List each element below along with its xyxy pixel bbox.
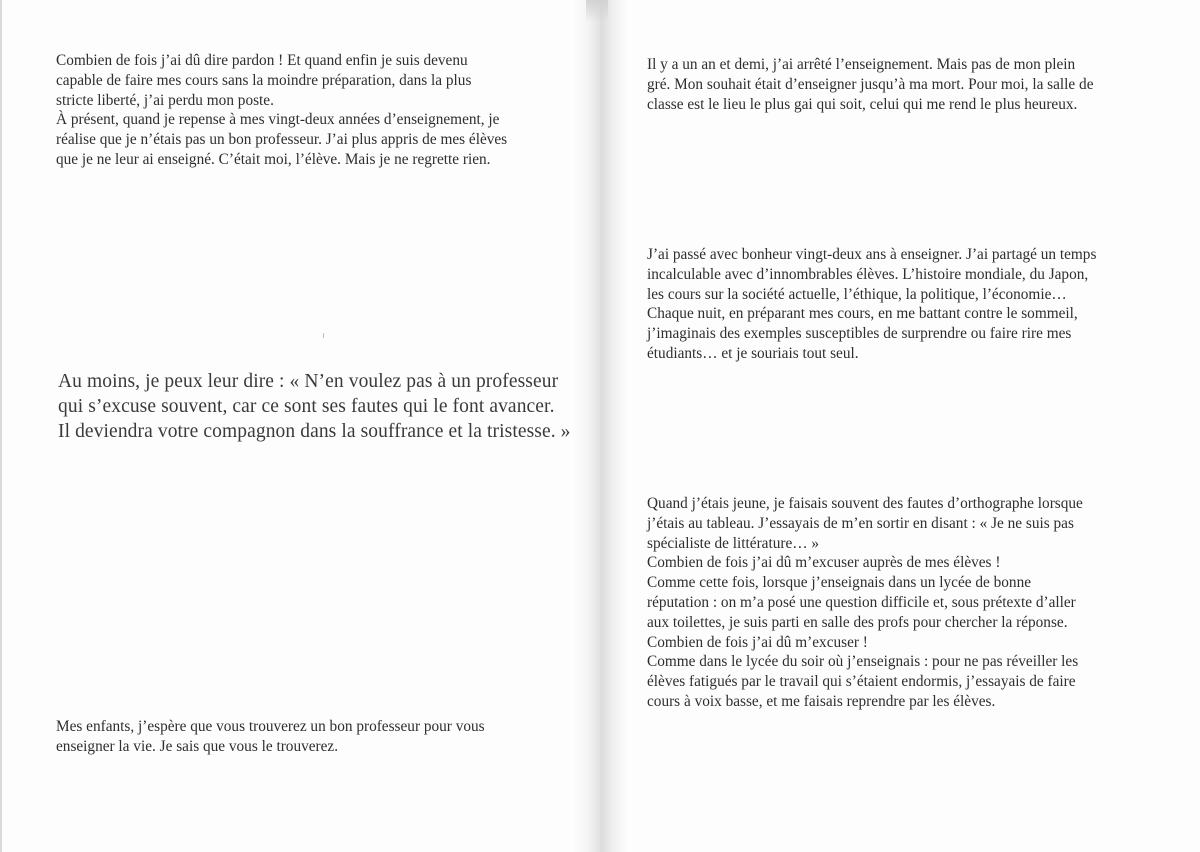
pull-quote bbox=[58, 369, 571, 444]
text-line: les cours sur la société actuelle, l’éthique, la politique, l’économie… bbox=[647, 285, 1067, 303]
right-page bbox=[608, 0, 1200, 852]
text-line: stricte liberté, j’ai perdu mon poste. bbox=[56, 91, 274, 109]
text-line: élèves fatigués par le travail qui s’étaient endormis, j’essayais de faire bbox=[647, 673, 1076, 691]
text-line: Combien de fois j’ai dû m’excuser auprès de mes élèves ! bbox=[647, 554, 1001, 572]
text-line: Quand j’étais jeune, je faisais souvent des fautes d’orthographe lorsque bbox=[647, 495, 1083, 512]
text-line: Mes enfants, j’espère que vous trouverez un bon professeur pour vous bbox=[56, 718, 485, 735]
text-line: Il y a un an et demi, j’ai arrêté l’enseignement. Mais pas de mon plein bbox=[647, 56, 1076, 73]
text-line: Combien de fois j’ai dû m’excuser ! bbox=[647, 633, 868, 651]
left-paragraph-1 bbox=[56, 51, 507, 170]
page-edge bbox=[0, 0, 2, 852]
text-line: étudiants… et je souriais tout seul. bbox=[647, 344, 859, 362]
quote-line: qui s’excuse souvent, car ce sont ses fautes qui le font avancer. bbox=[58, 396, 555, 417]
text-line: j’imaginais des exemples susceptibles de surprendre ou faire rire mes bbox=[647, 325, 1072, 343]
paper-speck bbox=[323, 333, 324, 338]
text-line: gré. Mon souhait était d’enseigner jusqu’à ma mort. Pour moi, la salle de bbox=[647, 75, 1094, 93]
text-line: Combien de fois j’ai dû dire pardon ! Et quand enfin je suis devenu bbox=[56, 52, 468, 69]
text-line: J’ai passé avec bonheur vingt-deux ans à enseigner. J’ai partagé un temps bbox=[647, 246, 1097, 263]
text-line: À présent, quand je repense à mes vingt-deux années d’enseignement, je bbox=[56, 111, 500, 129]
text-line: cours à voix basse, et me faisais reprendre par les élèves. bbox=[647, 692, 996, 710]
text-line: réalise que je n’étais pas un bon professeur. J’ai plus appris de mes élèves bbox=[56, 131, 508, 149]
text-line: que je ne leur ai enseigné. C’était moi, l’élève. Mais je ne regrette rien. bbox=[56, 150, 491, 168]
right-paragraph-3 bbox=[647, 494, 1083, 712]
text-line: j’étais au tableau. J’essayais de m’en sortir en disant : « Je ne suis pas bbox=[647, 514, 1074, 532]
text-line: Chaque nuit, en préparant mes cours, en me battant contre le sommeil, bbox=[647, 305, 1078, 323]
text-line: Comme cette fois, lorsque j’enseignais dans un lycée de bonne bbox=[647, 574, 1032, 592]
quote-line: Il deviendra votre compagnon dans la souffrance et la tristesse. » bbox=[58, 421, 571, 442]
text-line: enseigner la vie. Je sais que vous le trouverez. bbox=[56, 737, 339, 755]
text-line: Comme dans le lycée du soir où j’enseignais : pour ne pas réveiller les bbox=[647, 653, 1079, 671]
text-line: classe est le lieu le plus gai qui soit, celui qui me rend le plus heureux. bbox=[647, 95, 1078, 113]
text-line: incalculable avec d’innombrables élèves. L’histoire mondiale, du Japon, bbox=[647, 265, 1089, 283]
gutter-shadow bbox=[586, 0, 608, 22]
text-line: capable de faire mes cours sans la moindre préparation, dans la plus bbox=[56, 71, 472, 89]
right-paragraph-1 bbox=[647, 55, 1093, 114]
text-line: aux toilettes, je suis parti en salle des profs pour chercher la réponse. bbox=[647, 613, 1068, 631]
text-line: réputation : on m’a posé une question difficile et, sous prétexte d’aller bbox=[647, 593, 1076, 611]
quote-line: Au moins, je peux leur dire : « N’en voulez pas à un professeur bbox=[58, 371, 559, 392]
right-paragraph-2 bbox=[647, 245, 1096, 364]
text-line: spécialiste de littérature… » bbox=[647, 534, 820, 552]
book-gutter bbox=[570, 0, 630, 852]
left-closing-paragraph bbox=[56, 717, 485, 757]
